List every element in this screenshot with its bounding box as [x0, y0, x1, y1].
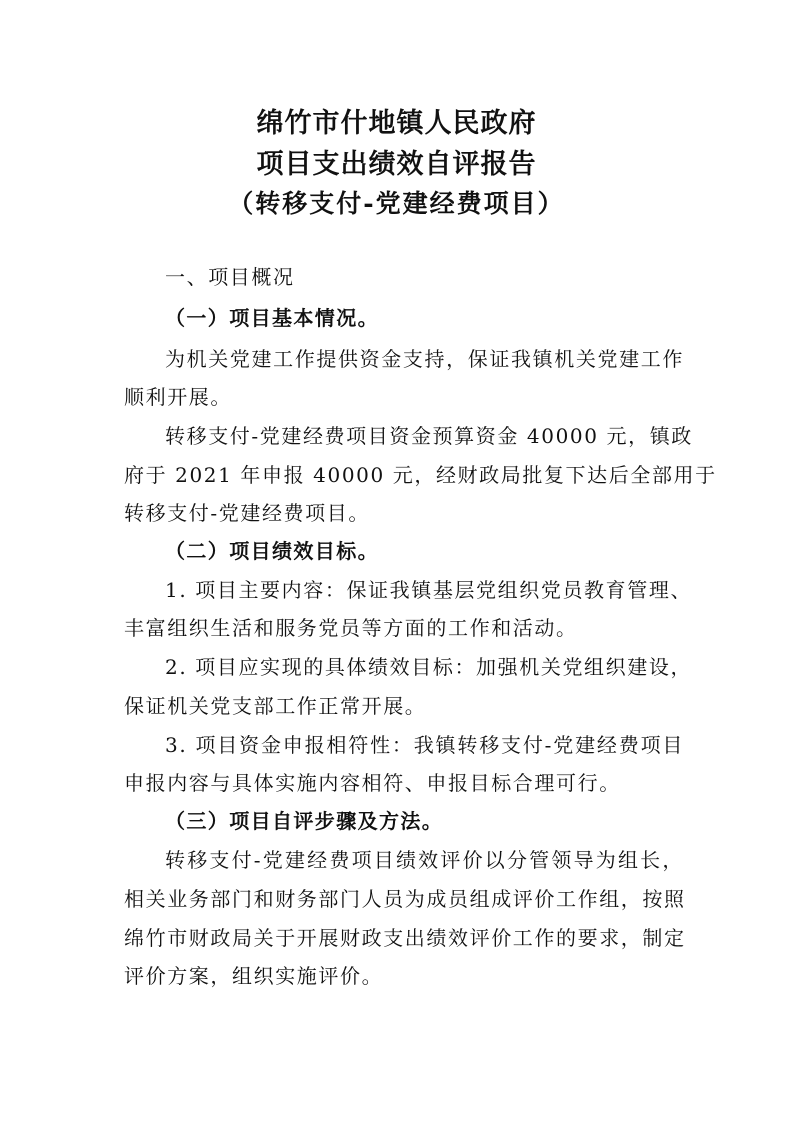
- paragraph-line: 转移支付-党建经费项目资金预算资金 40000 元，镇政: [165, 424, 693, 448]
- title-line-1: 绵竹市什地镇人民政府: [256, 108, 537, 139]
- paragraph-line: 转移支付-党建经费项目绩效评价以分管领导为组长，: [165, 848, 684, 872]
- paragraph-line: 转移支付-党建经费项目。: [124, 501, 370, 525]
- paragraph-line: 绵竹市财政局关于开展财政支出绩效评价工作的要求，制定: [124, 926, 686, 950]
- subheading-evaluation-method: （三）项目自评步骤及方法。: [165, 809, 444, 833]
- paragraph-line: 申报内容与具体实施内容相符、申报目标合理可行。: [124, 771, 621, 795]
- paragraph-line: 相关业务部门和财务部门人员为成员组成评价工作组，按照: [124, 887, 686, 911]
- paragraph-line: 为机关党建工作提供资金支持，保证我镇机关党建工作: [165, 347, 684, 371]
- paragraph-line: 2. 项目应实现的具体绩效目标：加强机关党组织建设，: [165, 655, 693, 679]
- subheading-performance-goals: （二）项目绩效目标。: [165, 539, 379, 563]
- title-line-3: （转移支付-党建经费项目）: [228, 189, 565, 218]
- paragraph-line: 3. 项目资金申报相符性：我镇转移支付-党建经费项目: [165, 733, 684, 757]
- paragraph-line: 丰富组织生活和服务党员等方面的工作和活动。: [124, 616, 578, 640]
- paragraph-line: 1. 项目主要内容：保证我镇基层党组织党员教育管理、: [165, 578, 693, 602]
- paragraph-line: 府于 2021 年申报 40000 元，经财政局批复下达后全部用于: [124, 463, 717, 487]
- paragraph-line: 顺利开展。: [124, 385, 232, 409]
- paragraph-line: 评价方案，组织实施评价。: [124, 964, 384, 988]
- section-heading-overview: 一、项目概况: [165, 265, 295, 289]
- title-line-2: 项目支出绩效自评报告: [256, 149, 537, 180]
- subheading-basic-info: （一）项目基本情况。: [165, 306, 379, 330]
- paragraph-line: 保证机关党支部工作正常开展。: [124, 694, 427, 718]
